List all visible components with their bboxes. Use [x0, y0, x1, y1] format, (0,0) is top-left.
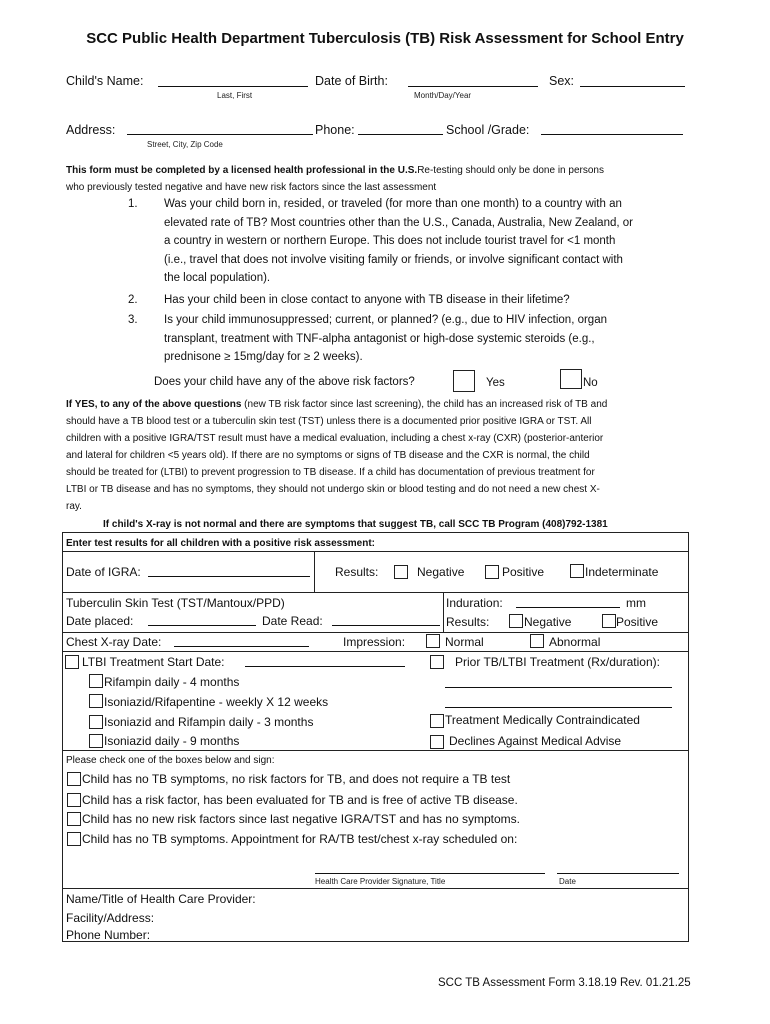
tst-results-label: Results: [446, 615, 490, 629]
igra-indeterminate-checkbox[interactable] [570, 564, 584, 578]
dob-hint: Month/Day/Year [414, 91, 472, 100]
tst-positive-label: Positive [616, 615, 659, 629]
risk-no-label: No [583, 377, 598, 389]
regimen-label: Isoniazid/Rifapentine - weekly X 12 weeks [104, 695, 329, 709]
cxr-normal-label: Normal [445, 635, 484, 649]
ifyes-line: should be treated for (LTBI) to prevent progression to TB disease. If a child has documentation of previous treatment for [66, 467, 595, 478]
question-1-number: 1. [128, 198, 138, 210]
prior-treatment-field[interactable] [445, 707, 672, 708]
question-3-number: 3. [128, 314, 138, 326]
ifyes-line [66, 396, 607, 413]
regimen-checkbox[interactable] [89, 694, 103, 708]
ltbi-label: LTBI Treatment Start Date: [82, 655, 225, 669]
question-3-line: Is your child immunosuppressed; current, or planned? (e.g., due to HIV infection, organ [164, 314, 607, 326]
risk-question-label: Does your child have any of the above risk factors? [154, 376, 415, 388]
ifyes-line: ray. [66, 501, 82, 512]
option-label: Child has a risk factor, has been evaluated for TB and is free of active TB disease. [82, 793, 518, 807]
igra-positive-label: Positive [502, 565, 545, 579]
sex-field[interactable] [580, 86, 685, 87]
declines-checkbox[interactable] [430, 735, 444, 749]
ifyes-line: should have a TB blood test or a tuberculin skin test (TST) unless there is a documented prior positive IGRA or TST. All [66, 416, 592, 427]
question-1-line: (i.e., travel that does not involve visiting family or friends, or involve significant contact with [164, 253, 623, 266]
date-placed-field[interactable] [148, 625, 256, 626]
cxr-abnormal-checkbox[interactable] [530, 634, 544, 648]
intro-line-1 [66, 162, 604, 179]
igra-positive-checkbox[interactable] [485, 565, 499, 579]
prior-treatment-checkbox[interactable] [430, 655, 444, 669]
check-header: Please check one of the boxes below and sign: [66, 755, 275, 766]
contraindicated-checkbox[interactable] [430, 714, 444, 728]
risk-no-checkbox[interactable] [560, 369, 582, 389]
signature-date-field[interactable] [557, 873, 679, 874]
option-checkbox[interactable] [67, 793, 81, 807]
address-hint: Street, City, Zip Code [147, 140, 223, 149]
tst-label: Tuberculin Skin Test (TST/Mantoux/PPD) [66, 596, 285, 610]
mm-label: mm [626, 596, 646, 610]
option-label: Child has no TB symptoms, no risk factors for TB, and does not require a TB test [82, 772, 511, 786]
prior-treatment-label: Prior TB/LTBI Treatment (Rx/duration): [455, 655, 660, 669]
childs-name-field[interactable] [158, 86, 308, 87]
signature-field[interactable] [315, 873, 545, 874]
ifyes-line: and lateral for children <5 years old). If there are no symptoms or signs of TB disease and the CXR is normal, the child [66, 450, 590, 461]
date-read-field[interactable] [332, 625, 440, 626]
cxr-date-field[interactable] [174, 646, 309, 647]
cxr-label: Chest X-ray Date: [66, 635, 162, 649]
regimen-label: Rifampin daily - 4 months [104, 675, 240, 689]
provider-phone-label: Phone Number: [66, 928, 151, 942]
dob-field[interactable] [408, 86, 538, 87]
induration-label: Induration: [446, 596, 503, 610]
dob-label: Date of Birth: [315, 74, 388, 88]
intro-line-2: who previously tested negative and have new risk factors since the last assessment [66, 182, 437, 193]
tst-positive-checkbox[interactable] [602, 614, 616, 628]
question-1-line: elevated rate of TB? Most countries other than the U.S., Canada, Australia, New Zealand, or [164, 216, 633, 229]
induration-field[interactable] [516, 607, 620, 608]
phone-label: Phone: [315, 123, 355, 137]
option-label: Child has no new risk factors since last negative IGRA/TST and has no symptoms. [82, 812, 520, 826]
regimen-label: Isoniazid daily - 9 months [104, 734, 240, 748]
divider [62, 888, 689, 889]
intro-rest-1: Re-testing should only be done in persons [417, 165, 604, 176]
page-title: SCC Public Health Department Tuberculosis (TB) Risk Assessment for School Entry [86, 30, 684, 47]
impression-label: Impression: [343, 635, 406, 649]
childs-name-label: Child's Name: [66, 74, 144, 88]
signature-date-label: Date [559, 877, 576, 886]
regimen-label: Isoniazid and Rifampin daily - 3 months [104, 715, 314, 729]
intro-bold: This form must be completed by a licensed health professional in the U.S. [66, 165, 418, 176]
prior-treatment-field[interactable] [445, 687, 672, 688]
igra-date-field[interactable] [148, 576, 310, 577]
divider [62, 632, 689, 633]
ifyes-line-0: (new TB risk factor since last screening), the child has an increased risk of TB and [241, 399, 608, 410]
risk-yes-label: Yes [486, 377, 505, 389]
question-1-line: the local population). [164, 272, 271, 284]
facility-label: Facility/Address: [66, 911, 155, 925]
regimen-checkbox[interactable] [89, 734, 103, 748]
ltbi-date-field[interactable] [245, 666, 405, 667]
question-1-line: Was your child born in, resided, or traveled (for more than one month) to a country with an [164, 198, 622, 210]
regimen-checkbox[interactable] [89, 715, 103, 729]
divider [62, 750, 689, 751]
ltbi-checkbox[interactable] [65, 655, 79, 669]
divider [443, 592, 444, 632]
option-checkbox[interactable] [67, 772, 81, 786]
ifyes-line: children with a positive IGRA/TST result must have a medical evaluation, including a chest x-ray (CXR) (posterior-anterior [66, 433, 604, 444]
divider [62, 651, 689, 652]
regimen-checkbox[interactable] [89, 674, 103, 688]
igra-indeterminate-label: Indeterminate [585, 565, 659, 579]
address-label: Address: [66, 123, 116, 137]
option-label: Child has no TB symptoms. Appointment for RA/TB test/chest x-ray scheduled on: [82, 832, 518, 846]
tst-negative-label: Negative [524, 615, 572, 629]
declines-label: Declines Against Medical Advise [449, 734, 622, 748]
igra-results-label: Results: [335, 565, 379, 579]
option-checkbox[interactable] [67, 812, 81, 826]
tst-negative-checkbox[interactable] [509, 614, 523, 628]
igra-label: Date of IGRA: [66, 565, 141, 579]
school-label: School /Grade: [446, 123, 530, 137]
provider-label: Name/Title of Health Care Provider: [66, 892, 256, 906]
igra-negative-checkbox[interactable] [394, 565, 408, 579]
sex-label: Sex: [549, 74, 575, 88]
ifyes-bold: If YES, to any of the above questions [66, 399, 242, 410]
divider [62, 592, 689, 593]
cxr-normal-checkbox[interactable] [426, 634, 440, 648]
footer: SCC TB Assessment Form 3.18.19 Rev. 01.21.25 [438, 977, 691, 989]
question-3-line: transplant, treatment with TNF-alpha antagonist or high-dose systemic steroids (e.g., [164, 332, 595, 345]
xray-note: If child's X-ray is not normal and there are symptoms that suggest TB, call SCC TB Program (408)792-1381 [103, 519, 608, 530]
phone-field[interactable] [358, 134, 443, 135]
ifyes-line: LTBI or TB disease and has no symptoms, they should not undergo skin or blood testing and do not need a new chest X- [66, 484, 600, 495]
childs-name-hint: Last, First [217, 91, 253, 100]
cxr-abnormal-label: Abnormal [549, 635, 601, 649]
risk-yes-checkbox[interactable] [453, 370, 475, 392]
address-field[interactable] [127, 134, 313, 135]
question-2-number: 2. [128, 294, 138, 306]
contraindicated-label: Treatment Medically Contraindicated [445, 713, 640, 727]
question-1-line: a country in western or northern Europe. This does not include tourist travel for <1 month [164, 235, 616, 247]
date-read-label: Date Read: [262, 614, 323, 628]
option-checkbox[interactable] [67, 832, 81, 846]
question-2-line: Has your child been in close contact to anyone with TB disease in their lifetime? [164, 294, 570, 306]
igra-negative-label: Negative [417, 565, 465, 579]
table-header: Enter test results for all children with a positive risk assessment: [66, 538, 375, 549]
signature-label: Health Care Provider Signature, Title [315, 877, 446, 886]
school-field[interactable] [541, 134, 683, 135]
date-placed-label: Date placed: [66, 614, 134, 628]
divider [314, 551, 315, 592]
question-3-line: prednisone ≥ 15mg/day for ≥ 2 weeks). [164, 351, 363, 363]
